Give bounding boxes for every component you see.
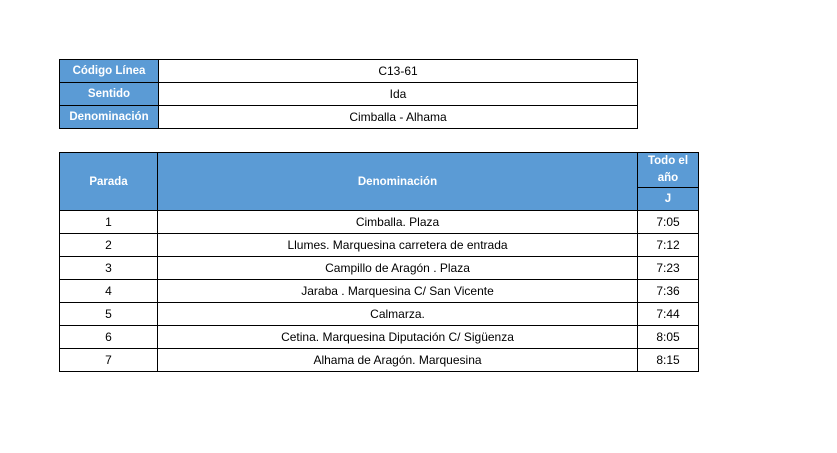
table-row bbox=[60, 326, 699, 349]
direction-row bbox=[60, 83, 638, 106]
stop-name: Cetina. Marquesina Diputación C/ Sigüenza bbox=[158, 326, 638, 349]
period-header: Todo el año bbox=[638, 153, 699, 188]
direction-value: Ida bbox=[159, 83, 638, 106]
table-row bbox=[60, 211, 699, 234]
table-row bbox=[60, 303, 699, 326]
line-code-value: C13-61 bbox=[159, 60, 638, 83]
stop-number-header: Parada bbox=[60, 153, 158, 211]
stops-header-row bbox=[60, 153, 699, 188]
stop-time: 7:36 bbox=[638, 280, 699, 303]
route-name-row bbox=[60, 106, 638, 129]
stop-number: 4 bbox=[60, 280, 158, 303]
line-code-row bbox=[60, 60, 638, 83]
line-code-label: Código Línea bbox=[60, 60, 159, 83]
stop-time: 8:15 bbox=[638, 349, 699, 372]
table-row bbox=[60, 280, 699, 303]
stop-name: Jaraba . Marquesina C/ San Vicente bbox=[158, 280, 638, 303]
route-name-value: Cimballa - Alhama bbox=[159, 106, 638, 129]
stops-table bbox=[59, 152, 699, 372]
stop-number: 7 bbox=[60, 349, 158, 372]
stop-number: 1 bbox=[60, 211, 158, 234]
stop-name-header: Denominación bbox=[158, 153, 638, 211]
stop-name: Campillo de Aragón . Plaza bbox=[158, 257, 638, 280]
stop-time: 8:05 bbox=[638, 326, 699, 349]
stop-time: 7:23 bbox=[638, 257, 699, 280]
stop-time: 7:05 bbox=[638, 211, 699, 234]
stop-name: Alhama de Aragón. Marquesina bbox=[158, 349, 638, 372]
stop-time: 7:12 bbox=[638, 234, 699, 257]
direction-label: Sentido bbox=[60, 83, 159, 106]
stop-time: 7:44 bbox=[638, 303, 699, 326]
day-header: J bbox=[638, 188, 699, 211]
stop-number: 2 bbox=[60, 234, 158, 257]
stop-name: Cimballa. Plaza bbox=[158, 211, 638, 234]
stop-name: Llumes. Marquesina carretera de entrada bbox=[158, 234, 638, 257]
table-row bbox=[60, 257, 699, 280]
table-row bbox=[60, 234, 699, 257]
stop-number: 5 bbox=[60, 303, 158, 326]
table-row bbox=[60, 349, 699, 372]
stop-number: 6 bbox=[60, 326, 158, 349]
stop-name: Calmarza. bbox=[158, 303, 638, 326]
stop-number: 3 bbox=[60, 257, 158, 280]
route-name-label: Denominación bbox=[60, 106, 159, 129]
line-info-table bbox=[59, 59, 638, 129]
